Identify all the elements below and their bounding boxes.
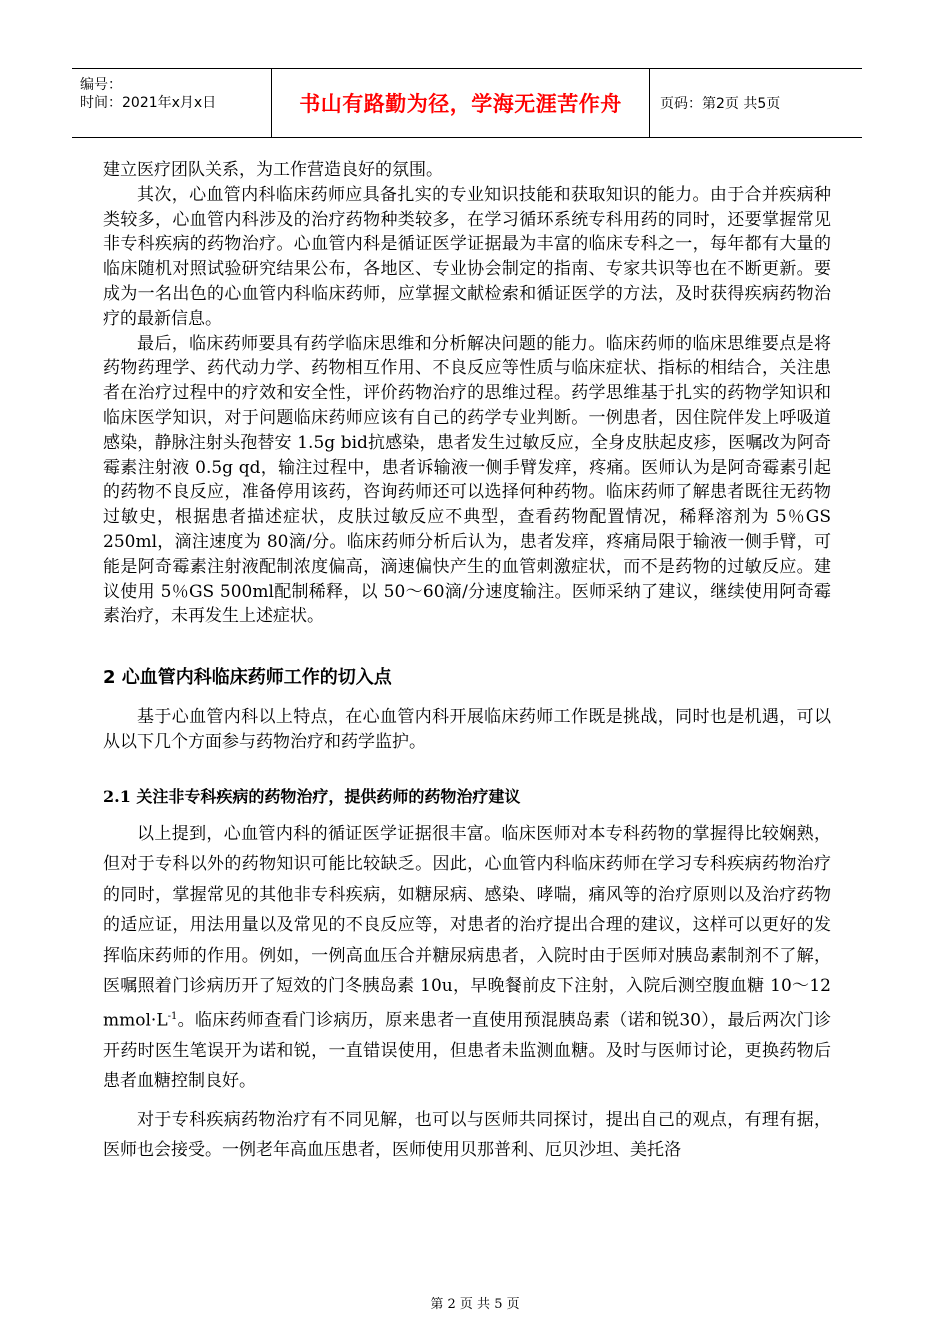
- paragraph-text-part-2: 。临床药师查看门诊病历，原来患者一直使用预混胰岛素（诺和锐30），最后两次门诊开药时医生笔误开为诺和锐，一直错误使用，但患者未监测血糖。及时与医师讨论，更换药物后患者血糖控制良好。: [103, 1010, 831, 1092]
- subsection-heading-2-1: 2.1 关注非专科疾病的药物治疗，提供药师的药物治疗建议: [103, 786, 521, 806]
- motto-text: 书山有路勤为径，学海无涯苦作舟: [299, 92, 622, 116]
- paragraph-subsection-2-1: [103, 819, 831, 1097]
- paragraph-secondly: 其次，心血管内科临床药师应具备扎实的专业知识技能和获取知识的能力。由于合并疾病种类较多，心血管内科涉及的治疗药物种类较多，在学习循环系统专科用药的同时，还要掌握常见非专科疾病的药物治疗。心血管内科是循证医学证据最为丰富的临床专科之一，每年都有大量的临床随机对照试验研究结果公布，各地区、专业协会制定的指南、专家共识等也在不断更新。要成为一名出色的心血管内科临床药师，应掌握文献检索和循证医学的方法，及时获得疾病药物治疗的最新信息。: [103, 184, 831, 329]
- document-body: [103, 158, 831, 1166]
- section-heading-2: 2 心血管内科临床药师工作的切入点: [103, 667, 392, 689]
- document-number-label: 编号：: [80, 77, 122, 93]
- paragraph-finally: 最后，临床药师要具有药学临床思维和分析解决问题的能力。临床药师的临床思维要点是将药物药理学、药代动力学、药物相互作用、不良反应等性质与临床症状、指标的相结合，关注患者在治疗过程中的疗效和安全性，评价药物治疗的思维过程。药学思维基于扎实的药物学知识和临床医学知识，对于问题临床药师应该有自己的药学专业判断。一例患者，因住院伴发上呼吸道感染，静脉注射头孢替安 1.5g bid抗感染，患者发生过敏反应，全身皮肤起皮疹，医嘱改为阿奇霉素注射液 0.5g qd，输注过程中，患者诉输液一侧手臂发痒，疼痛。医师认为是阿奇霉素引起的药物不良反应，准备停用该药，咨询药师还可以选择何种药物。临床药师了解患者既往无药物过敏史，根据患者描述症状，皮肤过敏反应不典型，查看药物配置情况，稀释溶剂为 5％GS 250ml，滴注速度为 80滴/分。临床药师分析后认为，患者发痒，疼痛局限于输液一侧手臂，可能是阿奇霉素注射液配制浓度偏高，滴速偏快产生的血管刺激症状，而不是药物的过敏反应。建议使用 5％GS 500ml配制稀释，以 50～60滴/分速度输注。医师采纳了建议，继续使用阿奇霉素治疗，未再发生上述症状。: [103, 333, 831, 627]
- document-time-label: 时间：2021年x月x日: [80, 95, 217, 111]
- header-table: [72, 68, 862, 138]
- page-info-text: 页码：第2页 共5页: [660, 96, 781, 112]
- paragraph-discussion: 对于专科疾病药物治疗有不同见解，也可以与医师共同探讨，提出自己的观点，有理有据，医师也会接受。一例老年高血压患者，医师使用贝那普利、厄贝沙坦、美托洛: [103, 1109, 831, 1161]
- paragraph-continuation: 建立医疗团队关系，为工作营造良好的氛围。: [103, 160, 443, 180]
- page-footer: 第 2 页 共 5 页: [430, 1297, 520, 1312]
- header-motto-cell: [272, 69, 650, 137]
- header-page-info-cell: [650, 69, 862, 137]
- paragraph-section-2-intro: 基于心血管内科以上特点，在心血管内科开展临床药师工作既是挑战，同时也是机遇，可以从以下几个方面参与药物治疗和药学监护。: [103, 707, 831, 752]
- header-meta-cell: [72, 69, 272, 137]
- paragraph-text-part-1: 以上提到，心血管内科的循证医学证据很丰富。临床医师对本专科药物的掌握得比较娴熟，但对于专科以外的药物知识可能比较缺乏。因此，心血管内科临床药师在学习专科疾病药物治疗的同时，掌握常见的其他非专科疾病，如糖尿病、感染、哮喘，痛风等的治疗原则以及治疗药物的适应证，用法用量以及常见的不良反应等，对患者的治疗提出合理的建议，这样可以更好的发挥临床药师的作用。例如，一例高血压合并糖尿病患者，入院时由于医师对胰岛素制剂不了解，医嘱照着门诊病历开了短效的门冬胰岛素 10u，早晚餐前皮下注射，入院后测空腹血糖 10～12 mmol·L: [103, 823, 831, 1031]
- superscript-unit: -1: [167, 1010, 178, 1022]
